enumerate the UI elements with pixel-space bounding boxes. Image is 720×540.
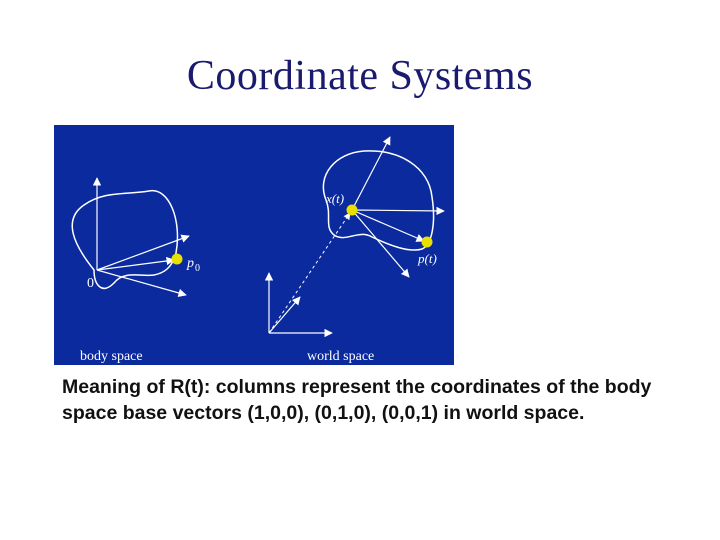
slide-caption: Meaning of R(t): columns represent the coordinates of the body space base vectors (1,0,0), (0,1,0), (0,0,1) in world space. xyxy=(62,376,652,424)
body-point-label: p xyxy=(187,256,194,271)
world-space-label: world space xyxy=(307,349,375,364)
body-point-p0 xyxy=(172,254,183,265)
slide-title: Coordinate Systems xyxy=(186,53,534,99)
world-point-label: p(t) xyxy=(418,251,437,266)
coordinate-systems-figure xyxy=(54,125,454,365)
figure-background xyxy=(54,125,454,365)
body-point-sub-label: 0 xyxy=(195,263,200,274)
world-point-pt xyxy=(422,237,433,248)
body-space-label: body space xyxy=(80,349,143,364)
world-center-label: x(t) xyxy=(326,191,345,206)
world-point-xt xyxy=(347,205,358,216)
figure-svg xyxy=(54,125,454,365)
body-origin-label: 0 xyxy=(87,276,94,291)
